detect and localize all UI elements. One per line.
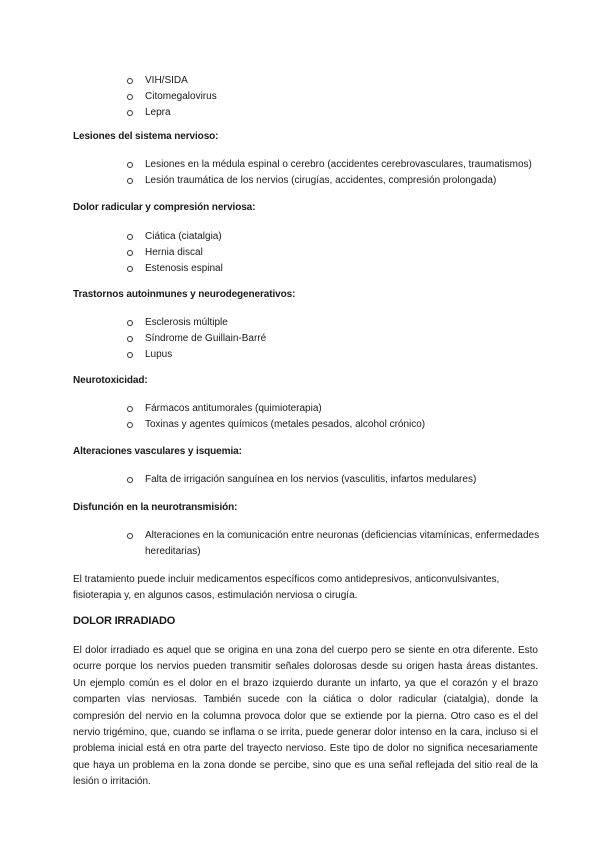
list-nervous-lesions xyxy=(0,157,600,189)
list-item: Toxinas y agentes químicos (metales pesados, alcohol crónico) xyxy=(0,417,600,433)
bullet-icon xyxy=(127,250,133,256)
list-radicular xyxy=(0,229,600,277)
bullet-icon xyxy=(127,234,133,240)
list-item: Citomegalovirus xyxy=(0,89,600,105)
list-item: Lupus xyxy=(0,347,600,363)
list-autoimmune xyxy=(0,315,600,363)
section-heading: Lesiones del sistema nervioso: xyxy=(73,131,219,142)
list-item: Hernia discal xyxy=(0,245,600,261)
list-item: Alteraciones en la comunicación entre neuronas (deficiencias vitamínicas, enfermedades hereditarias) xyxy=(0,528,545,560)
bullet-icon xyxy=(127,477,133,483)
list-vascular xyxy=(0,472,600,488)
list-item: Falta de irrigación sanguínea en los nervios (vasculitis, infartos medulares) xyxy=(0,472,600,488)
section-heading: Trastornos autoinmunes y neurodegenerativos: xyxy=(73,289,296,300)
bullet-icon xyxy=(127,422,133,428)
bullet-icon xyxy=(127,336,133,342)
bullet-icon xyxy=(127,162,133,168)
bullet-icon xyxy=(127,78,133,84)
bullet-icon xyxy=(127,178,133,184)
list-item: Ciática (ciatalgia) xyxy=(0,229,600,245)
treatment-paragraph: El tratamiento puede incluir medicamentos específicos como antidepresivos, anticonvulsivantes, fisioterapia y, en algunos casos, estimulación nerviosa o cirugía. xyxy=(73,574,500,602)
section-heading: Neurotoxicidad: xyxy=(73,375,148,386)
list-item: Lepra xyxy=(0,105,600,121)
bullet-icon xyxy=(127,352,133,358)
section-heading: Dolor radicular y compresión nerviosa: xyxy=(73,202,256,213)
list-infections xyxy=(0,73,600,121)
bullet-icon xyxy=(127,320,133,326)
list-item: Estenosis espinal xyxy=(0,261,600,277)
section-heading: Disfunción en la neurotransmisión: xyxy=(73,502,238,513)
body-paragraph: El dolor irradiado es aquel que se origina en una zona del cuerpo pero se siente en otra diferente. Esto ocurre porque los nervios pueden transmitir señales dolorosas desde su origen hasta áreas distantes. Un ejemplo común es el dolor en el brazo izquierdo durante un infarto, ya que el corazón y el brazo comparten vías nerviosas. También sucede con la ciática o dolor radicular (ciatalgia), donde la compresión del nervio en la columna provoca dolor que se extiende por la pierna. Otro caso es el del nervio trigémino, que, cuando se inflama o se irrita, puede generar dolor intenso en la cara, incluso si el problema inicial está en otra parte del trayecto nervioso. Este tipo de dolor no significa necesariamente que haya un problema en la zona donde se percibe, sino que es una señal reflejada del sitio real de la lesión o irritación. xyxy=(73,645,538,788)
list-item: Lesión traumática de los nervios (cirugías, accidentes, compresión prolongada) xyxy=(0,173,600,189)
bullet-icon xyxy=(127,110,133,116)
list-item: Lesiones en la médula espinal o cerebro (accidentes cerebrovasculares, traumatismos) xyxy=(0,157,600,173)
bullet-icon xyxy=(127,533,133,539)
bullet-icon xyxy=(127,94,133,100)
bullet-icon xyxy=(127,406,133,412)
list-neurotransmission xyxy=(0,528,600,560)
list-item: Esclerosis múltiple xyxy=(0,315,600,331)
section-heading: Alteraciones vasculares y isquemia: xyxy=(73,446,242,457)
bullet-icon xyxy=(127,266,133,272)
list-neurotoxicity xyxy=(0,401,600,433)
section-title: DOLOR IRRADIADO xyxy=(73,615,176,627)
list-item: VIH/SIDA xyxy=(0,73,600,89)
list-item: Síndrome de Guillain-Barré xyxy=(0,331,600,347)
list-item: Fármacos antitumorales (quimioterapia) xyxy=(0,401,600,417)
